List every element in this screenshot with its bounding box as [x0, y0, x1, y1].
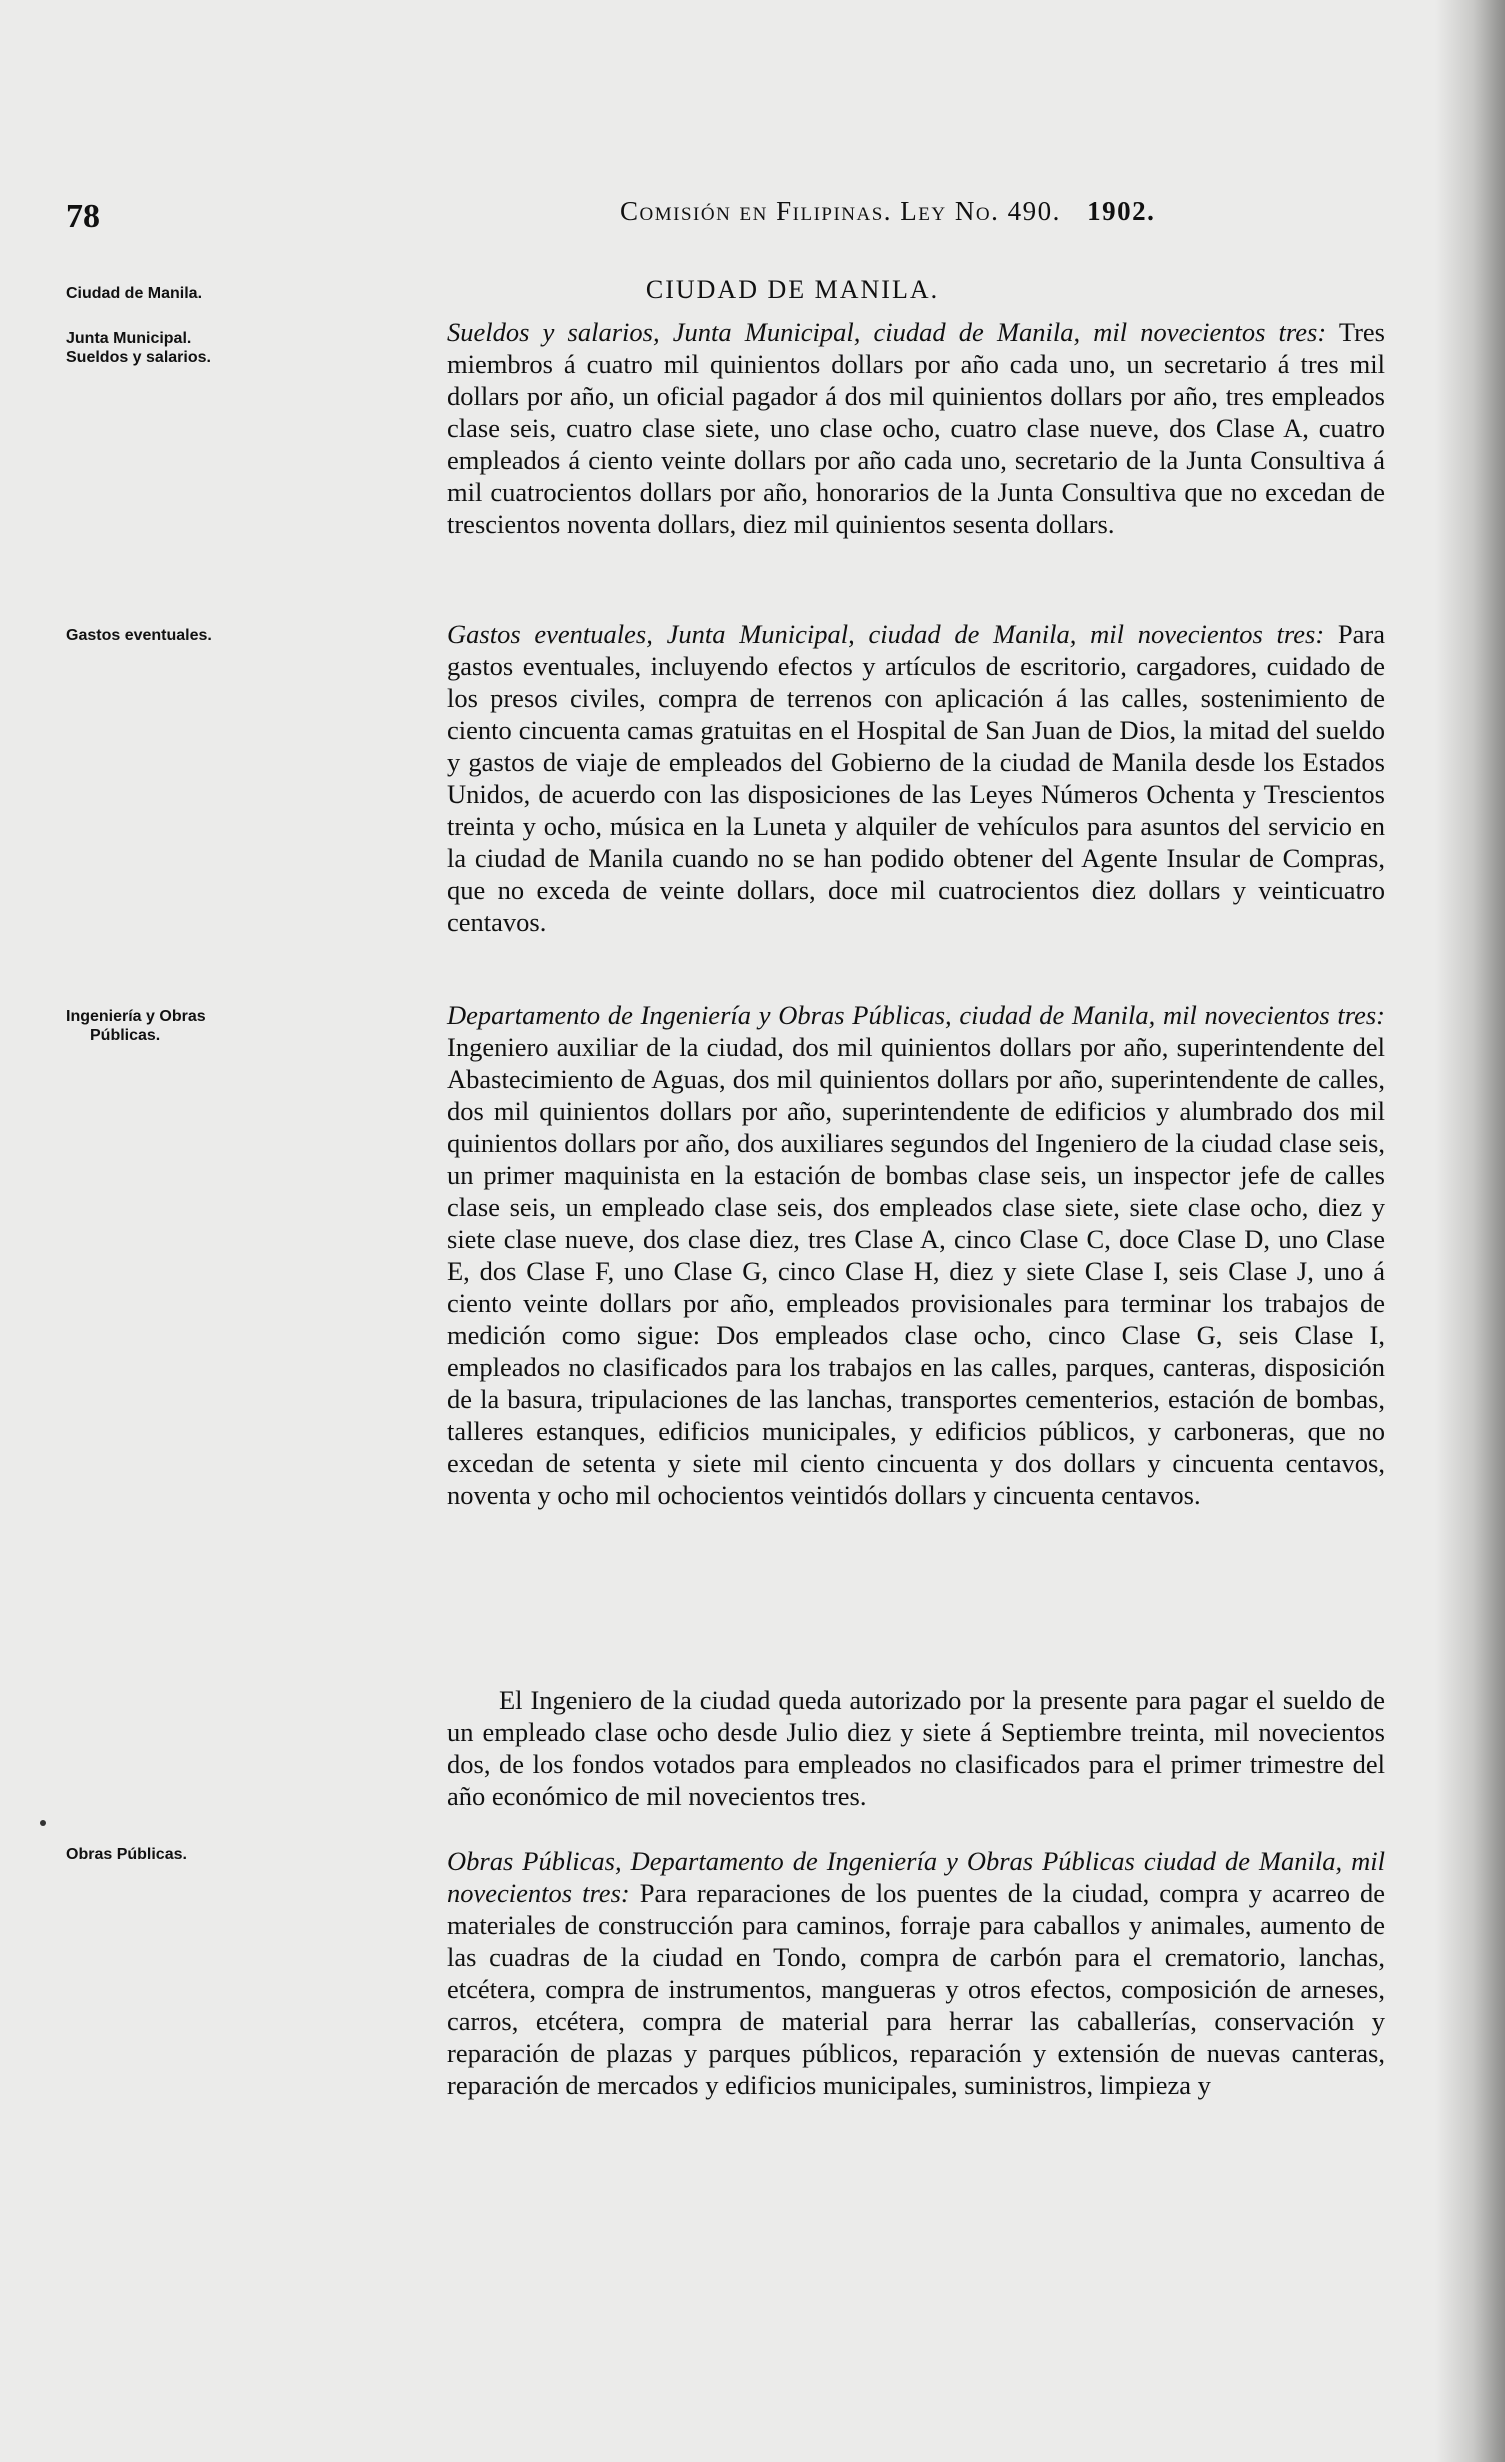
margin-note-ciudad: [66, 284, 421, 303]
paragraph-ingenieria: [447, 999, 1385, 1511]
page-number: 78: [66, 198, 100, 235]
paragraph-sueldos-text: [447, 316, 1385, 540]
paragraph-sueldos: [447, 316, 1385, 540]
margin-note-obras: [66, 1845, 421, 1864]
section-heading: CIUDAD DE MANILA.: [645, 275, 940, 304]
paragraph-sueldos-body: Tres miembros á cuatro mil quinientos dollars por año cada uno, un secretario á tres mil dollars por año, un oficial pagador á dos mil quinientos dollars por año, tres empleados clase seis, cuatro clase siete, uno clase ocho, cuatro clase nueve, dos Clase A, cuatro empleados á ciento veinte dollars por año cada uno, secretario de la Junta Consultiva á mil cuatrocientos dollars por año, honorarios de la Junta Consultiva que no excedan de trescientos noventa dollars, diez mil quinientos sesenta dollars.: [447, 317, 1385, 539]
paragraph-obras: [447, 1845, 1385, 2101]
paragraph-sueldos-lead: Sueldos y salarios, Junta Municipal, ciudad de Manila, mil novecientos tres:: [447, 317, 1327, 347]
margin-note-junta: [66, 329, 421, 367]
paragraph-obras-body: Para reparaciones de los puentes de la ciudad, compra y acarreo de materiales de construcción para caminos, forraje para caballos y animales, aumento de las cuadras de la ciudad en Tondo, compra de carbón para el crematorio, lanchas, etcétera, compra de instrumentos, mangueras y otros efectos, composición de arneses, carros, etcétera, compra de material para herrar las caballerías, conservación y reparación de plazas y parques públicos, reparación y extensión de nuevas canteras, reparación de mercados y edificios municipales, suministros, limpieza y: [447, 1878, 1385, 2100]
running-head-year: 1902.: [1087, 196, 1156, 226]
page-edge-shadow: [1435, 0, 1505, 2462]
running-head: [620, 196, 1155, 227]
margin-note-ingenieria-line2: Públicas.: [90, 1027, 161, 1044]
paragraph-gastos: [447, 618, 1385, 938]
paragraph-ingenieria-text: [447, 999, 1385, 1511]
running-head-title: Comisión en Filipinas. Ley No. 490.: [620, 196, 1061, 226]
margin-dot: [40, 1820, 46, 1826]
margin-note-obras-text: Obras Públicas.: [66, 1846, 187, 1863]
margin-note-junta-line1: Junta Municipal.: [66, 330, 192, 347]
margin-note-gastos-text: Gastos eventuales.: [66, 627, 212, 644]
paragraph-gastos-text: [447, 618, 1385, 938]
margin-note-gastos: [66, 626, 421, 645]
paragraph-gastos-lead: Gastos eventuales, Junta Municipal, ciudad de Manila, mil novecientos tres:: [447, 619, 1325, 649]
margin-note-ingenieria: [66, 1007, 421, 1045]
margin-note-ciudad-text: Ciudad de Manila.: [66, 285, 203, 302]
paragraph-gastos-body: Para gastos eventuales, incluyendo efectos y artículos de escritorio, cargadores, cuidado de los presos civiles, compra de terrenos con aplicación á las calles, sostenimiento de ciento cincuenta camas gratuitas en el Hospital de San Juan de Dios, la mitad del sueldo y gastos de viaje de empleados del Gobierno de la ciudad de Manila desde los Estados Unidos, de acuerdo con las disposiciones de las Leyes Números Ochenta y Trescientos treinta y ocho, música en la Luneta y alquiler de vehículos para asuntos del servicio en la ciudad de Manila cuando no se han podido obtener del Agente Insular de Compras, que no exceda de veinte dollars, doce mil cuatrocientos diez dollars y veinticuatro centavos.: [447, 619, 1385, 937]
paragraph-ingeniero-autorizado-text: El Ingeniero de la ciudad queda autorizado por la presente para pagar el sueldo de un empleado clase ocho desde Julio diez y siete á Septiembre treinta, mil novecientos dos, de los fondos votados para empleados no clasificados para el primer trimestre del año económico de mil novecientos tres.: [447, 1685, 1385, 1811]
paragraph-obras-lead: Obras Públicas, Departamento de Ingeniería y Obras Públicas ciudad de Manila, mil novecientos tres:: [447, 1846, 1385, 1908]
paragraph-ingenieria-lead: Departamento de Ingeniería y Obras Públicas, ciudad de Manila, mil novecientos tres:: [447, 1000, 1385, 1030]
margin-note-ingenieria-line1: Ingeniería y Obras: [66, 1008, 206, 1025]
paragraph-ingenieria-body: Ingeniero auxiliar de la ciudad, dos mil quinientos dollars por año, superintendente del Abastecimiento de Aguas, dos mil quinientos dollars por año, superintendente de calles, dos mil quinientos dollars por año, superintendente de edificios y alumbrado dos mil quinientos dollars por año, dos auxiliares segundos del Ingeniero de la ciudad clase seis, un primer maquinista en la estación de bombas clase seis, un inspector jefe de calles clase seis, un empleado clase seis, dos empleados clase siete, siete clase ocho, diez y siete clase nueve, dos clase diez, tres Clase A, cinco Clase C, doce Clase D, uno Clase E, dos Clase F, uno Clase G, cinco Clase H, diez y siete Clase I, seis Clase J, uno á ciento veinte dollars por año, empleados provisionales para terminar los trabajos de medición como sigue: Dos empleados clase ocho, cinco Clase G, seis Clase I, empleados no clasificados para los trabajos en las calles, parques, canteras, disposición de la basura, tripulaciones de las lanchas, transportes cementerios, estación de bombas, talleres estanques, edificios municipales, y edificios públicos, y carboneras, que no excedan de setenta y siete mil ciento cincuenta y dos dollars y cincuenta centavos, noventa y ocho mil ochocientos veintidós dollars y cincuenta centavos.: [447, 1032, 1385, 1510]
paragraph-obras-text: [447, 1845, 1385, 2101]
paragraph-ingeniero-autorizado: [447, 1684, 1385, 1812]
margin-note-junta-line2: Sueldos y salarios.: [66, 349, 211, 366]
